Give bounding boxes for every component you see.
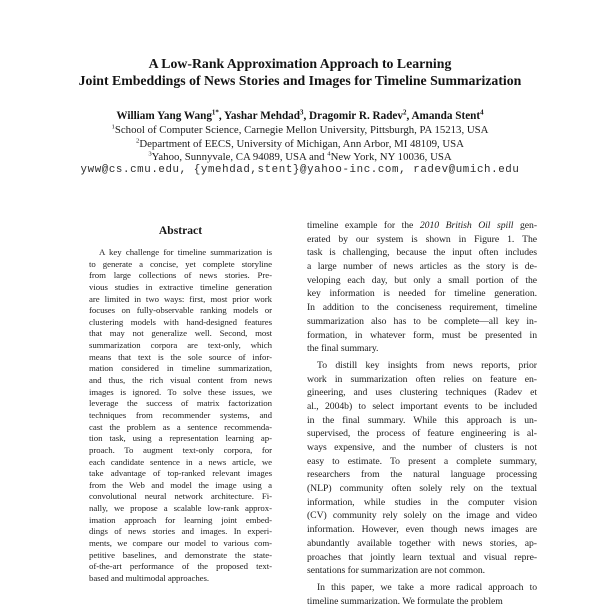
abstract-body bbox=[89, 247, 272, 585]
text-line: from the Web and model the image using a bbox=[89, 479, 272, 490]
text-line: in the final summary. While this approach is un- bbox=[307, 414, 537, 426]
text-line: and thus, the rich visual content from news bbox=[89, 375, 272, 386]
paper-title-line-1: A Low-Rank Approximation Approach to Learning bbox=[148, 56, 452, 71]
text-line: sentations for summarization are not common. bbox=[307, 565, 486, 577]
email-line: yww@cs.cmu.edu, {ymehdad,stent}@yahoo-inc.com, radev@umich.edu bbox=[80, 164, 520, 176]
text-line: al., 2004b) to select important events to be included bbox=[307, 400, 537, 412]
text-line: task is challenging, because the input often includes bbox=[307, 247, 537, 259]
text-line: nally, we propose a scalable low-rank approx- bbox=[89, 503, 272, 514]
text-line: images is ignored. To solve these issues, we bbox=[89, 386, 272, 397]
paper-title bbox=[20, 56, 580, 89]
paper-title-line-2: Joint Embeddings of News Stories and Images for Timeline Summarization bbox=[78, 72, 522, 88]
text-line: are limited in two ways: first, most prior work bbox=[89, 293, 272, 304]
text-line: formation, in whatever form, must be presented in bbox=[307, 329, 537, 341]
authors-line: William Yang Wang$^{1*}$, Yashar Mehdad$^3$, Dragomir R. Radev$^2$, Amanda Stent$^4$ bbox=[116, 108, 484, 122]
text-line: convolutional neural network architecture. Fi- bbox=[89, 491, 272, 502]
paragraph bbox=[89, 247, 272, 585]
text-line: A key challenge for timeline summarization is bbox=[99, 247, 272, 257]
text-line: In this paper, we take a more radical approach to bbox=[317, 581, 537, 593]
paragraph bbox=[307, 581, 537, 608]
text-line: information, while studies in the computer vision bbox=[307, 496, 537, 508]
text-line: imation approach for learning joint embed- bbox=[89, 514, 272, 525]
paragraph bbox=[307, 359, 537, 578]
text-line: dings of news stories and images. In experi- bbox=[89, 526, 272, 537]
text-line: a large number of news articles as the story is de- bbox=[307, 261, 537, 273]
text-line: information. However, even though news images are bbox=[307, 524, 537, 536]
text-line: timeline example for the 2010 British Oil spill gen- bbox=[307, 220, 537, 231]
text-line: based and multimodal approaches. bbox=[89, 572, 210, 583]
text-line: the final summary. bbox=[307, 343, 379, 355]
text-line: key information is needed for timeline generation. bbox=[307, 288, 537, 300]
text-line: proach. To augment text-only corpora, for bbox=[89, 444, 272, 455]
text-line: that may not generalize well. Second, most bbox=[89, 328, 272, 339]
text-line: ways expensive, and the number of clusters is not bbox=[307, 442, 537, 453]
text-line: researchers from the natural language processing bbox=[307, 469, 537, 481]
text-line: take advantage of top-ranked relevant images bbox=[89, 468, 272, 479]
text-line: summarization also has to be complete—all key in- bbox=[307, 315, 537, 327]
affiliation-line-2: $^2$Department of EECS, University of Michigan, Ann Arbor, MI 48109, USA bbox=[136, 137, 464, 150]
affiliation-line-1: $^1$School of Computer Science, Carnegie Mellon University, Pittsburgh, PA 15213, USA bbox=[111, 123, 489, 136]
text-line: cast the problem as a sentence recommenda- bbox=[89, 421, 272, 432]
text-line: timeline summarization. We formulate the problem bbox=[307, 595, 503, 607]
text-line: proaches that jointly learn textual and visual repre- bbox=[307, 551, 537, 563]
left-column bbox=[63, 224, 295, 585]
text-line: To distill key insights from news reports, prior bbox=[317, 359, 537, 371]
text-line: (NLP) community often solely rely on the textual bbox=[307, 483, 537, 495]
text-line: supervised, the process of feature engineering is al- bbox=[307, 428, 537, 440]
text-line: ments, we compare our model to various com- bbox=[89, 538, 272, 549]
text-line: erated by our system is shown in Figure 1. The bbox=[307, 233, 537, 245]
text-line: abundantly available together with news stories, ap- bbox=[307, 537, 537, 549]
text-line: (CV) community rely solely on the image and video bbox=[307, 510, 537, 522]
text-line: easy to estimate. To present a complete summary, bbox=[307, 455, 537, 467]
text-line: gineering, and uses clustering techniques (Radev et bbox=[307, 387, 537, 399]
text-line: means that text is the sole source of infor- bbox=[89, 351, 272, 362]
affiliations-block bbox=[0, 124, 600, 165]
text-line: petitive baselines, and demonstrate the state- bbox=[89, 549, 272, 560]
text-line: veloping each day, but only a small portion of the bbox=[307, 274, 537, 286]
text-line: vious studies in extractive timeline generation bbox=[89, 281, 272, 292]
abstract-heading: Abstract bbox=[158, 224, 203, 237]
text-line: tion task, using a representation learning ap- bbox=[89, 433, 272, 444]
affiliation-line-3: $^3$Yahoo, Sunnyvale, CA 94089, USA and $^4$New York, NY 10036, USA bbox=[148, 150, 452, 164]
text-line: of-the-art performance of the proposed text- bbox=[89, 561, 272, 572]
text-line: summarization corpora are text-only, which bbox=[89, 340, 272, 351]
text-line: In addition to the conciseness requirement, timeline bbox=[307, 302, 537, 314]
text-line: mation considered in timeline summarization, bbox=[89, 363, 272, 374]
text-line: from large collections of news stories. Pre- bbox=[89, 270, 272, 281]
text-line: leverage the success of matrix factorization bbox=[89, 398, 272, 409]
text-line: focuses on fully-observable ranking models or bbox=[89, 305, 272, 316]
right-column bbox=[307, 219, 537, 611]
text-line: work in summarization often relies on feature en- bbox=[307, 373, 537, 385]
paragraph bbox=[307, 219, 537, 356]
text-line: techniques from recommender systems, and bbox=[89, 409, 272, 420]
text-line: clustering models with hand-designed features bbox=[89, 316, 272, 327]
text-line: to generate a concise, yet complete storyline bbox=[89, 258, 272, 269]
text-line: each candidate sentence in a news article, we bbox=[89, 456, 272, 467]
